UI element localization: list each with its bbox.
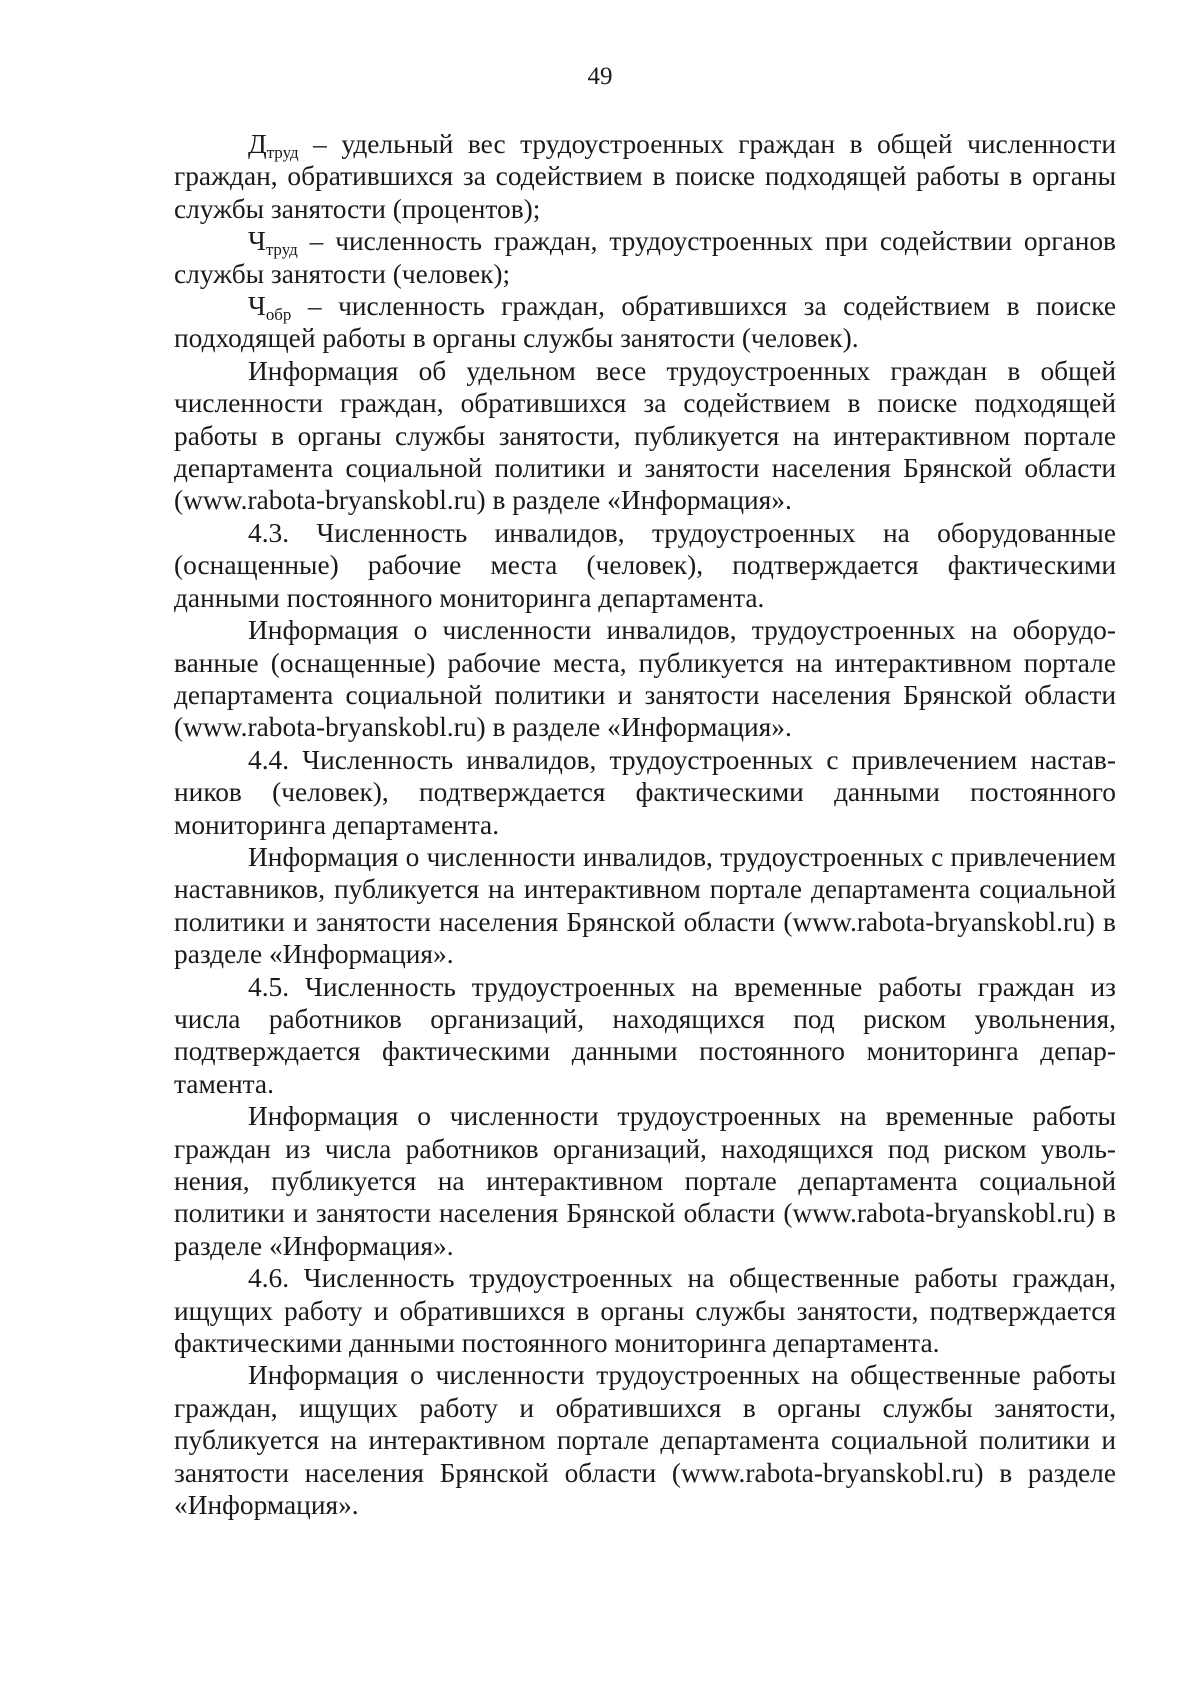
paragraph-4-3: 4.3. Численность инвалидов, трудоустроенных на оборудованные (оснащенные) рабочие места (человек), подтверждается фактическими данными постоянного мониторинга департамента. [174,517,1116,613]
symbol: Ч [248,226,266,257]
symbol: Ч [248,291,266,322]
paragraph-4-6: 4.6. Численность трудоустроенных на общественные работы граждан, ищущих работу и обратившихся в органы службы занятости, подтверждается фактическими данными постоянного мониторинга департамента. [174,1263,1116,1359]
symbol-subscript: труд [266,142,299,162]
page-number: 49 [587,63,613,90]
paragraph-info-share: Информация об удельном весе трудоустроенных граждан в общей численности граждан, обратившихся за содействием в поиске подходящей работы в органы службы занятости, публикуется на интерактивном портале департамента социальной политики и занятости населения Брянской области (www.rabota-bryanskobl.ru) в разделе «Информация». [174,355,1116,516]
symbol-subscript: труд [265,239,298,259]
paragraph-info-4-6: Информация о численности трудоустроенных на общественные работы граждан, ищущих работу и обратившихся в органы службы занятости, публикуется на интерактивном портале департамента социальной политики и занятости населения Брянской области (www.rabota-bryanskobl.ru) в разделе «Информация». [174,1360,1116,1521]
paragraph-info-4-5: Информация о численности трудоустроенных на временные работы граждан из числа работников организаций, находящихся под риском увольнения, публикуется на интерактивном портале департамента социальной политики и занятости населения Брянской области (www.rabota-bryanskobl.ru) в разделе «Информация». [174,1101,1116,1261]
paragraph-4-5: 4.5. Численность трудоустроенных на временные работы граждан из числа работников организаций, находящихся под риском увольнения, подтверждается фактическими данными постоянного мониторинга департамента. [174,971,1116,1099]
paragraph-info-4-3: Информация о численности инвалидов, трудоустроенных на оборудованные (оснащенные) рабочие места, публикуется на интерактивном портале департамента социальной политики и занятости населения Брянской области (www.rabota-bryanskobl.ru) в разделе «Информация». [174,615,1116,743]
paragraph-info-4-4: Информация о численности инвалидов, трудоустроенных с привлечением наставников, публикуется на интерактивном портале департамента социальной политики и занятости населения Брянской области (www.rabota-bryanskobl.ru) в разделе «Информация». [174,841,1116,970]
paragraph-4-4: 4.4. Численность инвалидов, трудоустроенных с привлечением наставников (человек), подтверждается фактическими данными постоянного мониторинга департамента. [174,744,1116,840]
definition-text: – удельный вес трудоустроенных граждан в общей численности граждан, обратившихся за содействием в поиске подходящей работы в органы службы занятости (процентов); [174,129,1116,224]
definition-text: – численность граждан, обратившихся за содействием в поиске подходящей работы в органы службы занятости (человек). [174,291,1116,354]
definition-ch-obr [174,290,1116,355]
document-body [174,128,1116,1521]
definition-ch-trud [174,225,1116,290]
symbol-subscript: обр [265,304,292,324]
definition-text: – численность граждан, трудоустроенных при содействии органов службы занятости (человек); [174,226,1116,289]
definition-d-trud [174,128,1116,225]
symbol: Д [248,129,267,159]
